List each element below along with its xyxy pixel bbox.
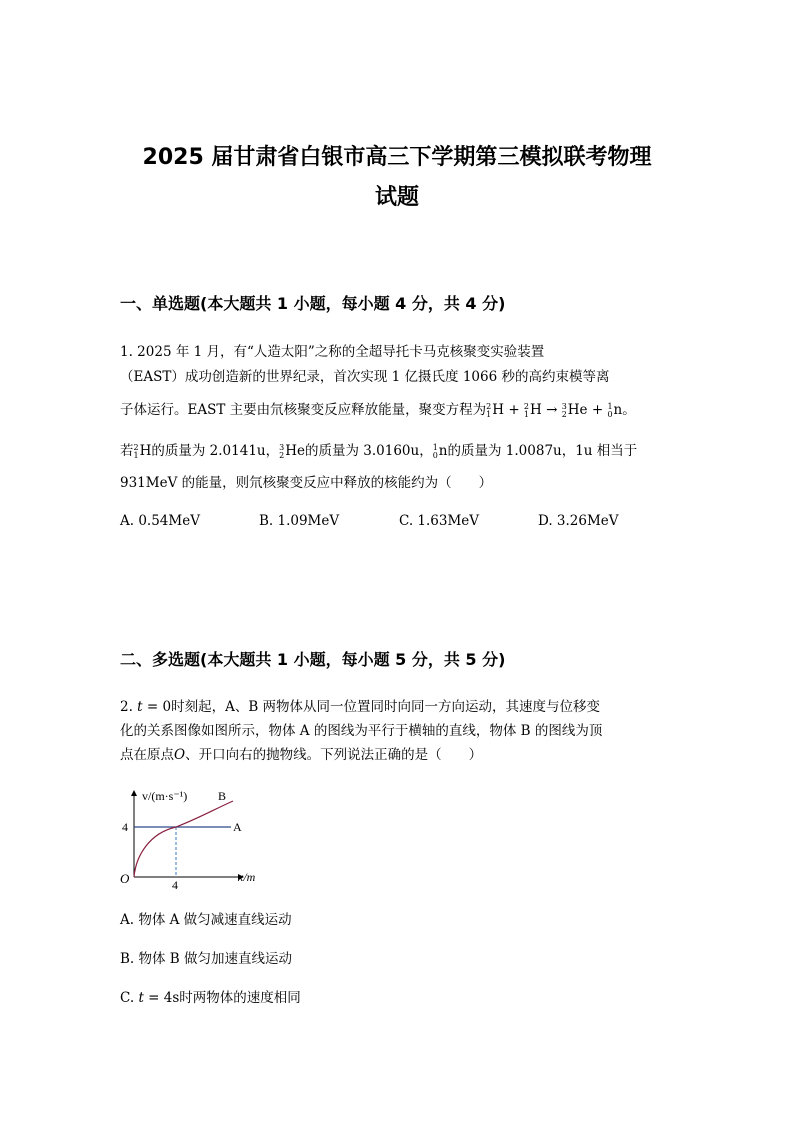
helium3-symbol: 3 2 He (279, 442, 305, 460)
section-2-heading: 二、多选题(本大题共 1 小题，每小题 5 分，共 5 分) (120, 650, 506, 669)
q2-line-3 (120, 745, 482, 765)
q1-line-2: （EAST）成功创造新的世界纪录，首次实现 1 亿摄氏度 1066 秒的高约束模等离 (120, 369, 610, 385)
q1-option-c[interactable]: C. 1.63MeV (399, 513, 480, 529)
q1-options (120, 511, 619, 531)
title-line-1: 2025 届甘肃省白银市高三下学期第三模拟联考物理 (142, 145, 652, 170)
q1-line-3-text: 子体运行。EAST 主要由氘核聚变反应释放能量，聚变方程为 (120, 402, 487, 418)
q2-line-3-a: 点在原点 (120, 747, 174, 763)
q2-option-c[interactable] (120, 988, 301, 1008)
q2-option-c-letter: C. (120, 990, 139, 1006)
q2-option-a[interactable]: A. 物体 A 做匀减速直线运动 (120, 912, 292, 928)
page-title (100, 138, 694, 218)
section-1-heading: 一、单选题(本大题共 1 小题，每小题 4 分，共 4 分) (120, 294, 506, 313)
q1-line-5: 931MeV 的能量，则氘核聚变反应中释放的核能约为（ ） (120, 475, 493, 491)
q1-line-3-end: 。 (622, 402, 636, 418)
q1-option-b[interactable]: B. 1.09MeV (259, 513, 340, 529)
q1-line-4-a: 若 (120, 443, 134, 459)
q2-t-equals: = 0 (142, 699, 172, 715)
y-axis-label: v/(m·s⁻¹) (142, 789, 188, 803)
q2-option-c-t: t (138, 990, 144, 1006)
q1-line-3 (120, 400, 636, 420)
x-tick-4: 4 (172, 878, 178, 892)
label-b: B (218, 789, 227, 803)
q1-line-4-d: 的质量为 1.0087u，1u 相当于 (447, 443, 638, 459)
origin-label: O (120, 871, 130, 886)
q2-option-b[interactable]: B. 物体 B 做匀加速直线运动 (120, 951, 293, 967)
deuterium-symbol: 2 1 H (133, 442, 152, 460)
q1-line-4-c: 的质量为 3.0160u， (304, 443, 433, 459)
q1-option-a[interactable]: A. 0.54MeV (120, 513, 200, 529)
velocity-displacement-graph (115, 785, 275, 895)
q2-origin-symbol: O (174, 747, 186, 763)
x-axis-label: x/m (238, 870, 256, 884)
q1-line-1: 1. 2025 年 1 月，有“人造太阳”之称的全超导托卡马克核聚变实验装置 (120, 344, 545, 360)
q2-line-1 (120, 697, 600, 717)
q2-line-2: 化的关系图像如图所示，物体 A 的图线为平行于横轴的直线，物体 B 的图线为顶 (120, 723, 603, 739)
q1-option-d[interactable]: D. 3.26MeV (538, 513, 619, 529)
q2-option-c-text: 时两物体的速度相同 (179, 990, 301, 1006)
curve-b (134, 801, 233, 877)
q1-line-4 (120, 441, 637, 461)
q2-line-1-text: 时刻起，A、B 两物体从同一位置同时向同一方向运动，其速度与位移变 (171, 699, 601, 715)
q1-line-4-b: 的质量为 2.0141u， (151, 443, 280, 459)
neutron-symbol: 1 0 n (432, 442, 448, 460)
q2-number: 2. (120, 699, 138, 715)
q2-t-symbol: t (137, 699, 143, 715)
label-a: A (233, 820, 242, 834)
y-tick-4: 4 (122, 820, 128, 834)
q2-line-3-b: 、开口向右的抛物线。下列说法正确的是（ ） (185, 747, 483, 763)
q2-option-c-eq: = 4s (143, 990, 180, 1006)
title-line-2: 试题 (374, 185, 419, 210)
fusion-equation: 2 1 H + 2 1 H → 3 2 He + 1 0 n (486, 401, 623, 419)
